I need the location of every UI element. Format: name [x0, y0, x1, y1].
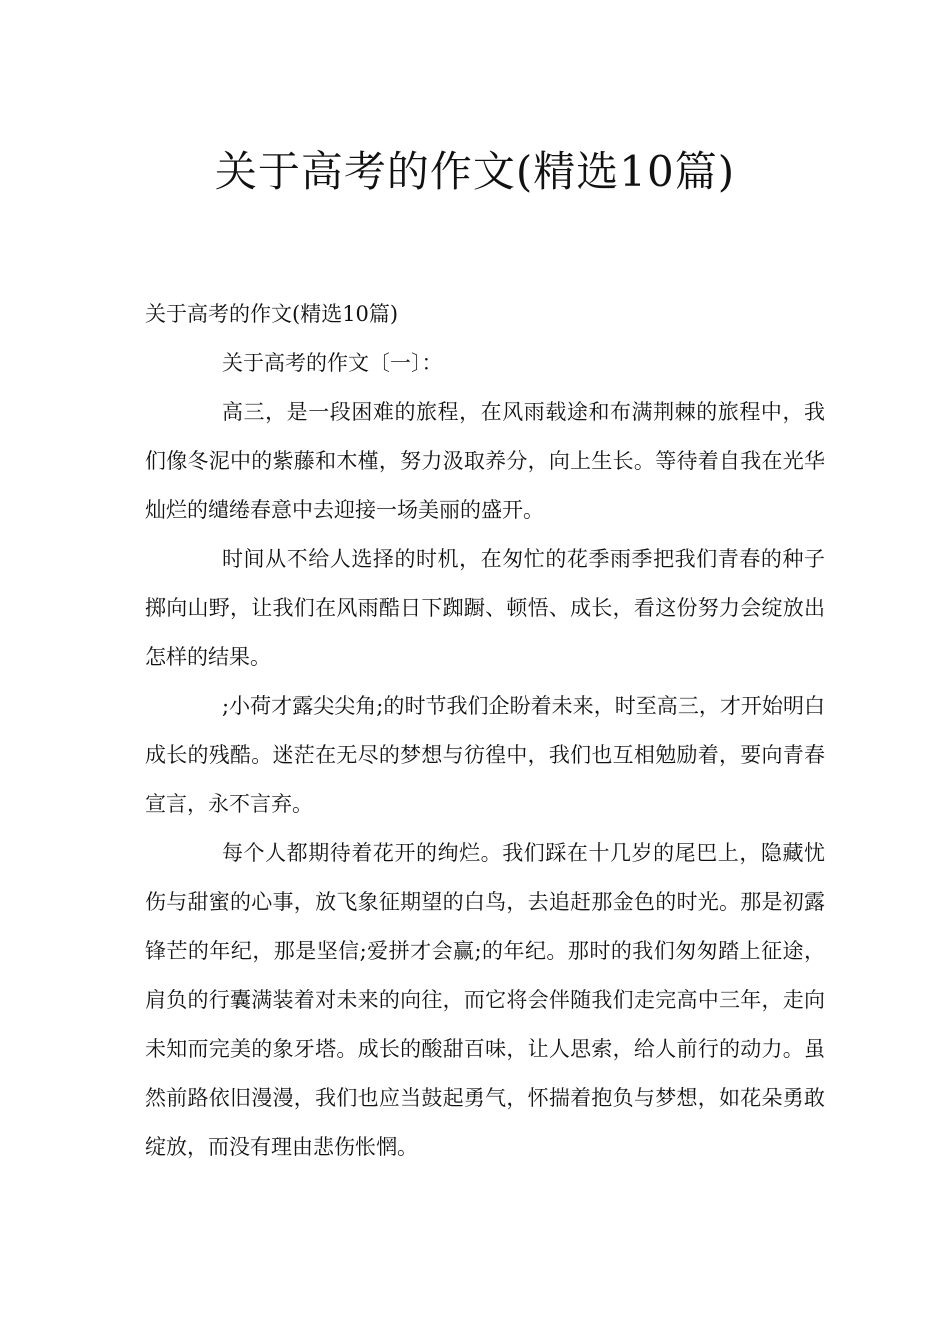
- document-body: [145, 290, 825, 1172]
- section-heading: 关于高考的作文〔一〕：: [222, 351, 443, 375]
- paragraph: 每个人都期待着花开的绚烂。我们踩在十几岁的尾巴上，隐藏忧伤与甜蜜的心事，放飞象征期望的白鸟，去追赶那金色的时光。那是初露锋芒的年纪，那是坚信;爱拼才会赢;的年纪。那时的我们匆匆踏上征途，肩负的行囊满装着对未来的向往，而它将会伴随我们走完高中三年，走向未知而完美的象牙塔。成长的酸甜百味，让人思索，给人前行的动力。虽然前路依旧漫漫，我们也应当鼓起勇气，怀揣着抱负与梦想，如花朵勇敢绽放，而没有理由悲伤怅惘。: [145, 841, 825, 1159]
- subtitle-line: 关于高考的作文(精选10篇): [145, 302, 399, 326]
- paragraph: 时间从不给人选择的时机，在匆忙的花季雨季把我们青春的种子掷向山野，让我们在风雨酷日下踟蹰、顿悟、成长，看这份努力会绽放出怎样的结果。: [145, 547, 825, 669]
- document-title: 关于高考的作文(精选10篇): [214, 147, 736, 196]
- paragraph: 高三，是一段困难的旅程，在风雨载途和布满荆棘的旅程中，我们像冬泥中的紫藤和木槿，努力汲取养分，向上生长。等待着自我在光华灿烂的缱绻春意中去迎接一场美丽的盛开。: [145, 400, 825, 522]
- paragraph: ;小荷才露尖尖角;的时节我们企盼着未来，时至高三，才开始明白成长的残酷。迷茫在无尽的梦想与彷徨中，我们也互相勉励着，要向青春宣言，永不言弃。: [145, 694, 825, 816]
